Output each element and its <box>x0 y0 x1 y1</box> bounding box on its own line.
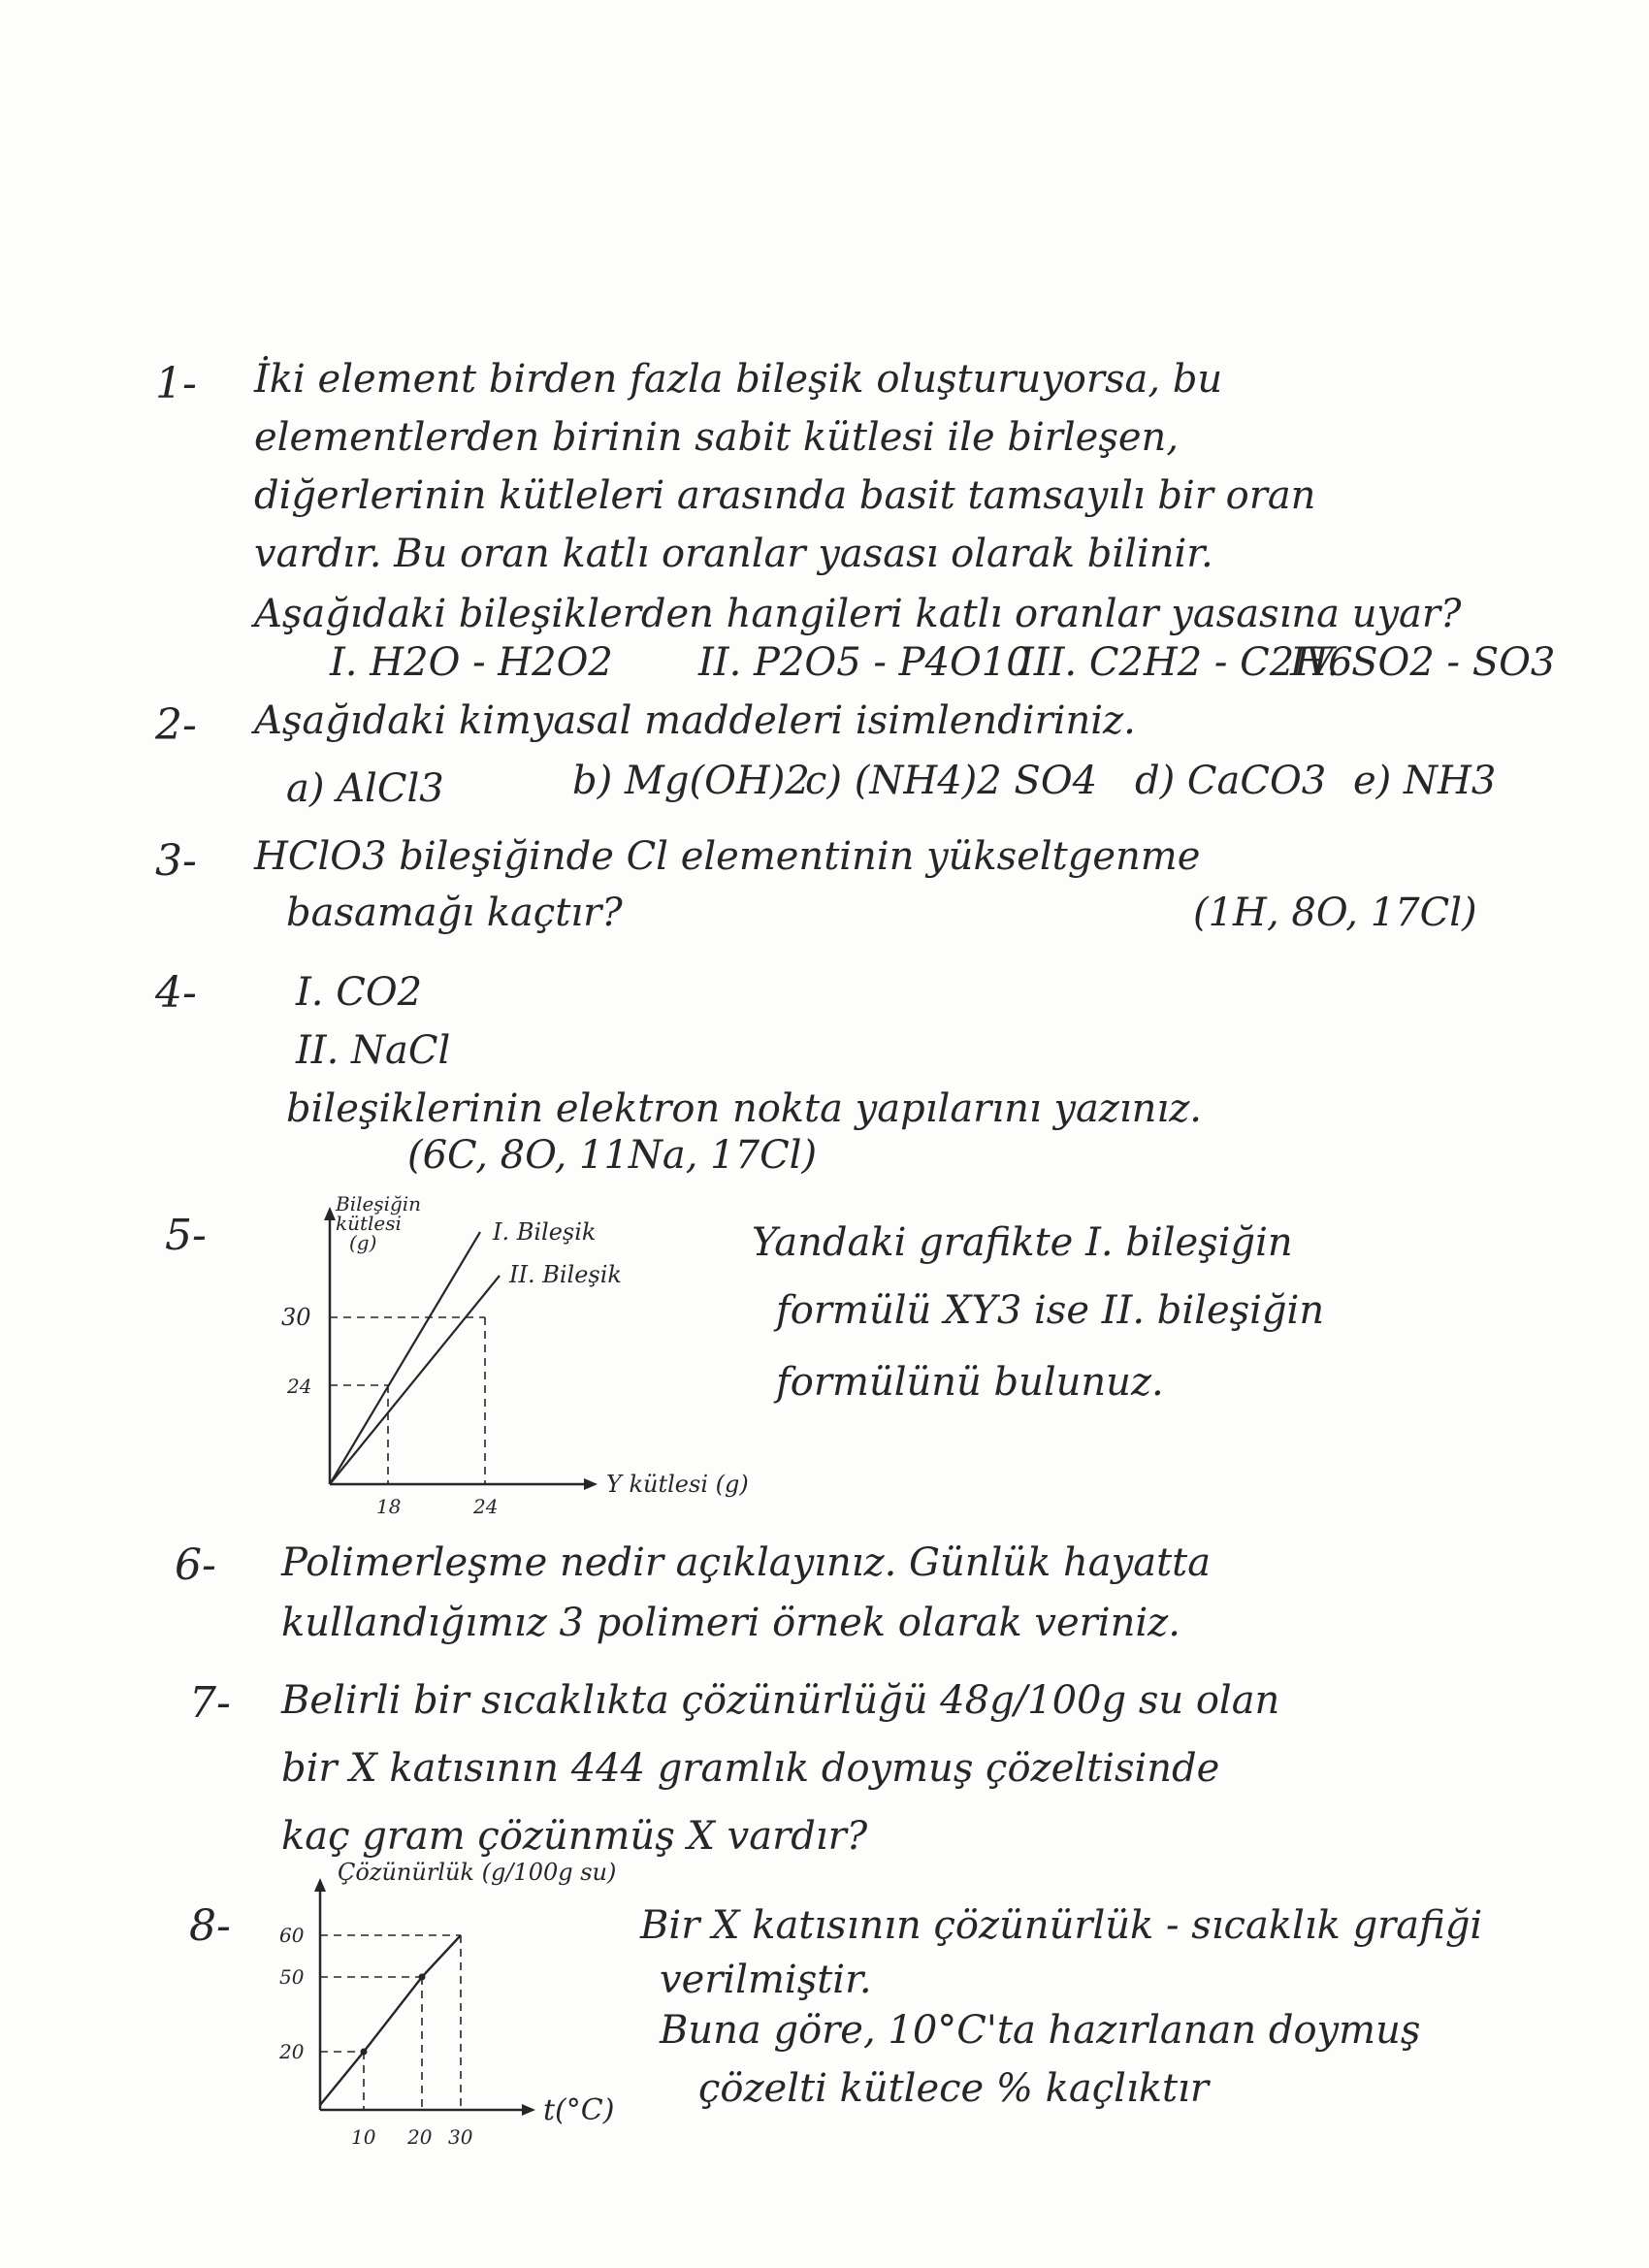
option-item: IV. SO2 - SO3 <box>1290 640 1556 685</box>
question-text-line: HClO3 bileşiğinde Cl elementinin yükseltgenme <box>254 834 1201 879</box>
y-tick-label: 30 <box>281 1304 311 1331</box>
question-text-line: bir X katısının 444 gramlık doymuş çözeltisinde <box>281 1746 1220 1791</box>
question-text-line: çözelti kütlece % kaçlıktır <box>698 2066 1209 2111</box>
mass-graph <box>272 1193 815 1533</box>
option-item: III. C2H2 - C2H6 <box>1018 640 1353 685</box>
series-label: II. Bileşik <box>509 1261 622 1288</box>
question-text-line: Buna göre, 10°C'ta hazırlanan doymuş <box>660 2008 1421 2053</box>
list-item: b) Mg(OH)2 <box>572 759 810 803</box>
question-number: 5- <box>165 1211 207 1260</box>
y-tick-label: 50 <box>279 1965 305 1989</box>
series-label: I. Bileşik <box>493 1218 597 1246</box>
y-tick-label: 60 <box>279 1924 305 1947</box>
question-text-line: basamağı kaçtır? <box>286 891 623 935</box>
question-text-line: verilmiştir. <box>660 1958 872 2002</box>
question-number: 7- <box>189 1678 231 1728</box>
solubility-graph <box>262 1853 669 2163</box>
question-number: 8- <box>189 1901 231 1951</box>
question-text-line: Belirli bir sıcaklıkta çözünürlüğü 48g/100g su olan <box>281 1678 1280 1723</box>
list-item: I. CO2 <box>296 970 423 1015</box>
question-text-line: Polimerleşme nedir açıklayınız. Günlük hayatta <box>281 1540 1212 1585</box>
question-number: 1- <box>155 359 197 408</box>
atomic-numbers-hint: (1H, 8O, 17Cl) <box>1193 891 1477 935</box>
question-number: 6- <box>175 1540 216 1590</box>
x-axis-arrow <box>522 2104 535 2116</box>
x-axis-arrow <box>584 1478 598 1490</box>
x-tick-label: 20 <box>407 2125 433 2149</box>
y-tick-label: 24 <box>287 1375 312 1398</box>
question-text-line: Aşağıdaki bileşiklerden hangileri katlı oranlar yasasına uyar? <box>254 592 1462 636</box>
question-text-line: formülünü bulunuz. <box>776 1360 1164 1405</box>
y-axis-label: Çözünürlük (g/100g su) <box>338 1859 617 1886</box>
list-item: e) NH3 <box>1353 759 1497 803</box>
y-axis-label: kütlesi <box>336 1212 402 1235</box>
x-tick-label: 30 <box>448 2125 473 2149</box>
question-text-line: Aşağıdaki kimyasal maddeleri isimlendiriniz. <box>254 698 1136 743</box>
question-number: 3- <box>155 836 197 886</box>
question-text-line: Yandaki grafikte I. bileşiğin <box>752 1220 1293 1265</box>
y-axis-arrow <box>324 1207 336 1220</box>
question-text-line: formülü XY3 ise II. bileşiğin <box>776 1288 1325 1333</box>
x-tick-label: 10 <box>351 2125 376 2149</box>
question-text-line: elementlerden birinin sabit kütlesi ile birleşen, <box>254 415 1180 460</box>
atomic-numbers-hint: (6C, 8O, 11Na, 17Cl) <box>407 1133 818 1178</box>
x-axis-label: t(°C) <box>543 2093 615 2127</box>
question-text-line: kaç gram çözünmüş X vardır? <box>281 1814 868 1859</box>
y-tick-label: 20 <box>279 2040 305 2063</box>
question-text-line: Bir X katısının çözünürlük - sıcaklık grafiği <box>640 1903 1483 1948</box>
y-axis-label: Bileşiğin <box>336 1193 422 1215</box>
list-item: a) AlCl3 <box>286 766 444 811</box>
question-text-line: diğerlerinin kütleleri arasında basit tamsayılı bir oran <box>254 473 1316 518</box>
solubility-line <box>320 1935 461 2105</box>
y-axis-arrow <box>314 1878 326 1892</box>
question-number: 2- <box>155 700 197 750</box>
series-line-compound-1 <box>330 1232 480 1484</box>
list-item: d) CaCO3 <box>1135 759 1327 803</box>
x-axis-label: Y kütlesi (g) <box>606 1471 749 1498</box>
question-text-line: bileşiklerinin elektron nokta yapılarını yazınız. <box>286 1086 1203 1131</box>
x-tick-label: 18 <box>376 1495 402 1518</box>
list-item: II. NaCl <box>296 1028 451 1073</box>
option-item: II. P2O5 - P4O10 <box>698 640 1031 685</box>
question-text-line: İki element birden fazla bileşik oluşturuyorsa, bu <box>254 357 1223 402</box>
series-line-compound-2 <box>330 1276 500 1484</box>
question-number: 4- <box>155 968 197 1018</box>
x-tick-label: 24 <box>473 1495 499 1518</box>
question-text-line: kullandığımız 3 polimeri örnek olarak veriniz. <box>281 1601 1180 1645</box>
option-item: I. H2O - H2O2 <box>330 640 613 685</box>
list-item: c) (NH4)2 SO4 <box>805 759 1098 803</box>
question-text-line: vardır. Bu oran katlı oranlar yasası olarak bilinir. <box>254 532 1213 576</box>
y-axis-label: (g) <box>349 1231 377 1254</box>
